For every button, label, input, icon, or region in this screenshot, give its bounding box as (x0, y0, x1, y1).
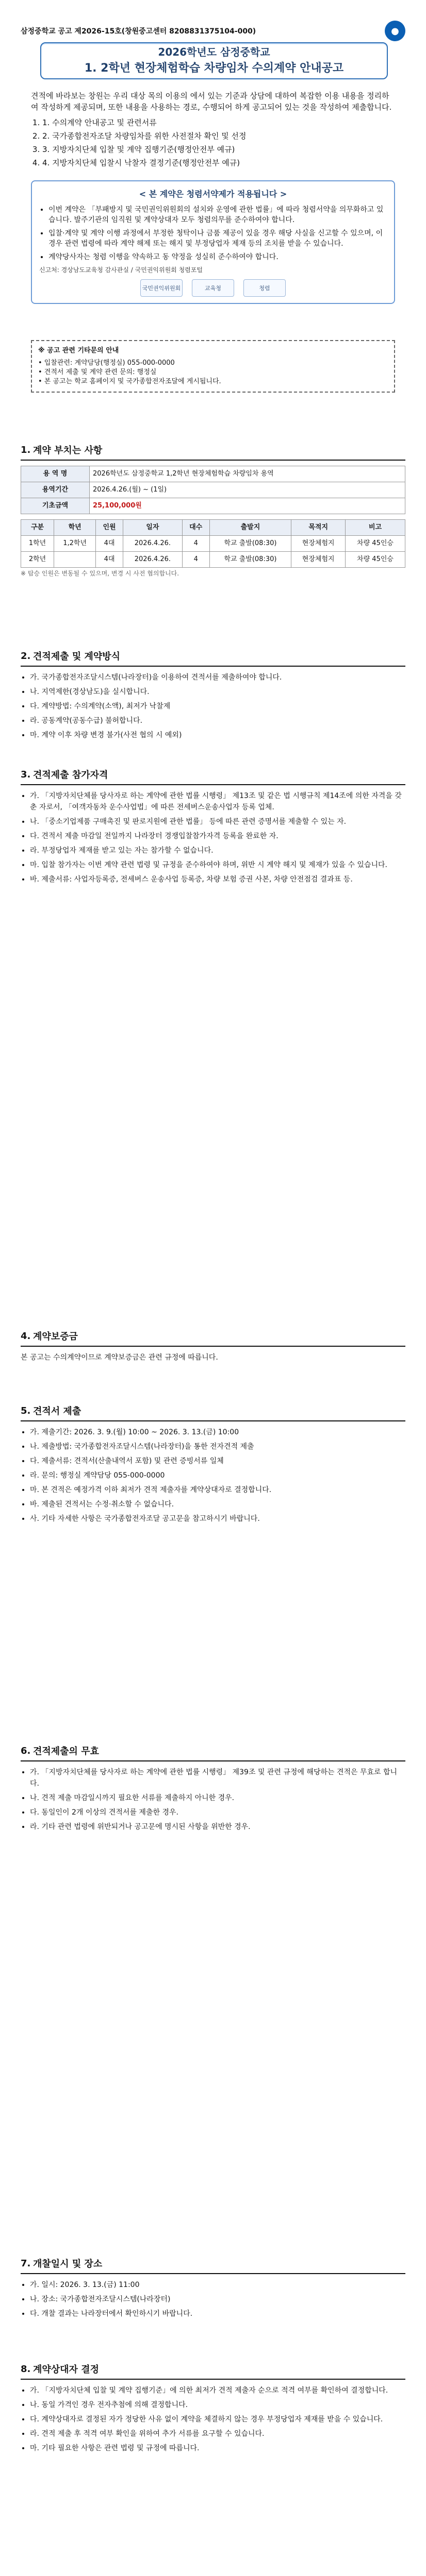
section-1-label: 계약 부치는 사항 (33, 445, 103, 456)
section-rule (21, 784, 405, 785)
notice-line: • 입찰관련: 계약담당(행정실) 055-000-0000 (38, 359, 175, 367)
section-2-item: • 마. 계약 이후 차량 변경 불가(사전 협의 시 예외) (30, 730, 405, 741)
summary-value: 25,100,000원 (90, 498, 405, 514)
integrity-item: • 계약당사자는 청렴 이행을 약속하고 동 약정을 성실히 준수하여야 합니다. (48, 252, 387, 262)
section-6-title (21, 1744, 405, 1757)
section-1-title (21, 443, 405, 456)
logos-row (39, 279, 387, 297)
notice-line: • 견적서 제출 및 계약 관련 문의: 행정실 (38, 368, 157, 376)
integrity-report: 신고처: 경상남도교육청 감사관실 / 국민권익위원회 청렴포털 (39, 266, 203, 274)
section-6-item: • 나. 견적 제출 마감일시까지 필요한 서류를 제출하지 아니한 경우. (30, 1792, 405, 1804)
section-5-item: • 마. 본 견적은 예정가격 이하 최저가 견적 제출자를 계약상대자로 결정합니다. (30, 1484, 405, 1496)
section-8-item: • 나. 동일 가격인 경우 전자추첨에 의해 결정합니다. (30, 2399, 405, 2411)
notice-box (31, 340, 395, 393)
section-6-label: 견적제출의 무효 (33, 1746, 99, 1757)
intro-list-item: 4. 4. 지방자치단체 입찰시 낙찰자 결정기준(행정안전부 예규) (42, 157, 395, 168)
section-rule (21, 1760, 405, 1761)
vehicle-cell: 차량 45인승 (346, 536, 405, 552)
section-8-item: • 마. 기타 필요한 사항은 관련 법령 및 규정에 따릅니다. (30, 2443, 405, 2454)
section-8-number: 8. (21, 2363, 31, 2375)
integrity-box-list (39, 205, 387, 262)
vehicle-col-header: 구분 (21, 520, 54, 536)
section-3-item: • 가. 「지방자치단체를 당사자로 하는 계약에 관한 법률 시행령」 제13조 및 같은 법 시행규칙 제14조에 의한 자격을 갖춘 자로서, 「여객자동차 운수사업법」에 따른 전세버스운송사업자 등록 업체. (30, 790, 405, 813)
vehicle-cell: 2026.4.26. (123, 552, 182, 568)
intro-list (42, 117, 395, 168)
vehicle-cell: 학교 출발(08:30) (209, 552, 291, 568)
section-7-number: 7. (21, 2258, 31, 2269)
intro-list-item: 2. 2. 국가종합전자조달 차량임차를 위한 사전절차 확인 및 선정 (42, 130, 395, 142)
logo-slot: 교육청 (192, 279, 234, 297)
section-6-number: 6. (21, 1745, 31, 1756)
integrity-item: • 입찰·계약 및 계약 이행 과정에서 부정한 청탁이나 금품 제공이 있을 경우 해당 사실을 신고할 수 있으며, 이 경우 관련 법령에 따라 계약 해제 또는 해지 및 부정당업자 제재 등의 조치를 받을 수 있습니다. (48, 228, 387, 249)
title-line2: 1. 2학년 현장체험학습 차량임차 수의계약 안내공고 (84, 62, 344, 75)
dept-line: 삼정중학교 공고 제2026-15호(창원중고센터 8208831375104-000) (21, 27, 256, 36)
intro-list-item: 3. 3. 지방자치단체 입찰 및 계약 집행기준(행정안전부 예규) (42, 144, 395, 155)
vehicle-cell: 학교 출발(08:30) (209, 536, 291, 552)
section-1 (21, 443, 405, 583)
section-8-item: • 라. 견적 제출 후 적격 여부 확인을 위하여 추가 서류를 요구할 수 있습니다. (30, 2428, 405, 2439)
vehicle-cell: 현장체험지 (291, 552, 346, 568)
vehicle-cell: 1학년 (21, 536, 54, 552)
section-3-label: 견적제출 참가자격 (33, 770, 108, 781)
title-line1: 2026학년도 삼정중학교 (158, 46, 270, 58)
intro (31, 90, 395, 171)
section-4-label: 계약보증금 (33, 1331, 78, 1342)
section-rule (21, 666, 405, 667)
integrity-box (31, 180, 395, 304)
section-2-item: • 다. 계약방법: 수의계약(소액), 최저가 낙찰제 (30, 701, 405, 712)
section-6-item: • 라. 기타 관련 법령에 위반되거나 공고문에 명시된 사항을 위반한 경우. (30, 1821, 405, 1833)
section-7 (21, 2257, 405, 2323)
section-2-number: 2. (21, 650, 31, 662)
vehicle-col-header: 목적지 (291, 520, 346, 536)
section-7-item: • 다. 개찰 결과는 나라장터에서 확인하시기 바랍니다. (30, 2308, 405, 2319)
section-rule (21, 2379, 405, 2380)
vehicle-cell: 4대 (96, 536, 123, 552)
summary-label: 용 역 명 (21, 466, 90, 482)
section-8 (21, 2362, 405, 2457)
notice-line: • 본 공고는 학교 홈페이지 및 국가종합전자조달에 게시됩니다. (38, 378, 221, 385)
section-7-list (21, 2279, 405, 2319)
section-7-body (21, 2279, 405, 2319)
summary-label: 용역기간 (21, 482, 90, 498)
section-4-text: 본 공고는 수의계약이므로 계약보증금은 관련 규정에 따릅니다. (21, 1353, 218, 1362)
section-5-body (21, 1427, 405, 1524)
logo-slot: 청렴 (243, 279, 286, 297)
section-8-item: • 가. 「지방자치단체 입찰 및 계약 집행기준」에 의한 최저가 견적 제출자 순으로 적격 여부를 확인하여 결정합니다. (30, 2385, 405, 2396)
section-5-item: • 라. 문의: 행정실 계약담당 055-000-0000 (30, 1470, 405, 1481)
vehicle-row (21, 536, 405, 552)
summary-label: 기초금액 (21, 498, 90, 514)
section-3-title (21, 768, 405, 781)
section-8-label: 계약상대자 결정 (33, 2364, 99, 2375)
section-7-item: • 가. 일시: 2026. 3. 13.(금) 11:00 (30, 2279, 405, 2291)
section-3-item: • 라. 부정당업자 제재를 받고 있는 자는 참가할 수 없습니다. (30, 845, 405, 856)
section-2-item: • 라. 공동계약(공동수급) 불허합니다. (30, 715, 405, 726)
section-7-title (21, 2257, 405, 2270)
summary-value: 2026.4.26.(월) ~ (1일) (90, 482, 405, 498)
section-6-item: • 가. 「지방자치단체를 당사자로 하는 계약에 관한 법률 시행령」 제39조 및 관련 규정에 해당하는 견적은 무효로 합니다. (30, 1767, 405, 1789)
section-4-title (21, 1329, 405, 1343)
contract-summary-table (21, 466, 405, 514)
integrity-box-title: < 본 계약은 청렴서약제가 적용됩니다 > (139, 189, 287, 199)
vehicle-cell: 2026.4.26. (123, 536, 182, 552)
intro-paragraph: 견적에 바라보는 창원는 우리 대상 목의 이용의 에서 있는 기준과 상담에 대하여 복잡한 이용 내용을 정리하여 작성하게 제공되며, 또한 내용을 사용하는 경로, 수행되어 하게 공고되어 있는 것을 작성하여 제출합니다. (31, 91, 392, 112)
section-5-item: • 사. 기타 자세한 사항은 국가종합전자조달 공고문을 참고하시기 바랍니다. (30, 1513, 405, 1524)
section-5-title (21, 1404, 405, 1417)
section-rule (21, 1346, 405, 1347)
section-4-number: 4. (21, 1330, 31, 1342)
vehicle-col-header: 일자 (123, 520, 182, 536)
section-rule (21, 1420, 405, 1421)
vehicle-cell: 현장체험지 (291, 536, 346, 552)
vehicle-col-header: 대수 (182, 520, 209, 536)
section-5-item: • 나. 제출방법: 국가종합전자조달시스템(나라장터)을 통한 전자견적 제출 (30, 1441, 405, 1452)
section-7-item: • 나. 장소: 국가종합전자조달시스템(나라장터) (30, 2294, 405, 2305)
section-1-body (21, 466, 405, 579)
section-5-item: • 바. 제출된 견적서는 수정·취소할 수 없습니다. (30, 1499, 405, 1510)
section-6 (21, 1744, 405, 1836)
section-6-list (21, 1767, 405, 1833)
vehicle-cell: 1,2학년 (54, 536, 96, 552)
section-4 (21, 1329, 405, 1367)
section-8-title (21, 2362, 405, 2376)
section-3-item: • 나. 「중소기업제품 구매촉진 및 판로지원에 관한 법률」 등에 따른 관련 증명서를 제출할 수 있는 자. (30, 816, 405, 827)
vehicle-col-header: 비고 (346, 520, 405, 536)
section-7-label: 개찰일시 및 장소 (33, 2259, 103, 2269)
section-3 (21, 768, 405, 888)
section-5 (21, 1404, 405, 1528)
summary-value: 2026학년도 삼정중학교 1,2학년 현장체험학습 차량임차 용역 (90, 466, 405, 482)
vehicle-row (21, 552, 405, 568)
section-rule (21, 460, 405, 461)
section-5-list (21, 1427, 405, 1524)
section-3-item: • 마. 입찰 참가자는 이번 계약 관련 법령 및 규정을 준수하여야 하며, 위반 시 계약 해지 및 제재가 있을 수 있습니다. (30, 859, 405, 871)
vehicle-table (21, 519, 405, 568)
vehicle-cell: 차량 45인승 (346, 552, 405, 568)
section-8-body (21, 2385, 405, 2454)
section-3-item: • 다. 견적서 제출 마감일 전일까지 나라장터 경쟁입찰참가자격 등록을 완료한 자. (30, 831, 405, 842)
vehicle-cell: 2학년 (21, 552, 54, 568)
integrity-item: • 이번 계약은 「부패방지 및 국민권익위원회의 설치와 운영에 관한 법률」에 따라 청렴서약을 의무화하고 있습니다. 발주기관의 임직원 및 계약상대자 모두 청렴의무를 준수하여야 합니다. (48, 205, 387, 225)
section-5-item: • 다. 제출서류: 견적서(산출내역서 포함) 및 관련 증빙서류 일체 (30, 1455, 405, 1467)
top-bar (21, 21, 405, 41)
section-3-list (21, 790, 405, 885)
section-3-body (21, 790, 405, 885)
section-4-body (21, 1352, 405, 1363)
section-5-label: 견적서 제출 (33, 1406, 81, 1417)
section-5-item: • 가. 제출기간: 2026. 3. 9.(월) 10:00 ~ 2026. 3. 13.(금) 10:00 (30, 1427, 405, 1438)
vehicle-col-header: 인원 (96, 520, 123, 536)
section-1-number: 1. (21, 444, 31, 455)
section-2 (21, 649, 405, 744)
section-rule (21, 2273, 405, 2274)
section-2-body (21, 672, 405, 741)
section-8-item: • 다. 계약상대자로 결정된 자가 정당한 사유 없이 계약을 체결하지 않는 경우 부정당업자 제재를 받을 수 있습니다. (30, 2414, 405, 2425)
vehicle-cell: 4 (182, 536, 209, 552)
intro-list-item: 1. 1. 수의계약 안내공고 및 관련서류 (42, 117, 395, 128)
section-3-item: • 바. 제출서류: 사업자등록증, 전세버스 운송사업 등록증, 차량 보험 증권 사본, 차량 안전점검 결과표 등. (30, 874, 405, 885)
section-2-title (21, 649, 405, 663)
vehicle-cell: 4대 (96, 552, 123, 568)
vehicle-note: ※ 탑승 인원은 변동될 수 있으며, 변경 시 사전 협의합니다. (21, 570, 179, 577)
section-2-label: 견적제출 및 계약방식 (33, 651, 121, 662)
school-logo-icon: ● (385, 21, 405, 41)
vehicle-col-header: 학년 (54, 520, 96, 536)
vehicle-cell: 4 (182, 552, 209, 568)
section-6-body (21, 1767, 405, 1833)
section-5-number: 5. (21, 1405, 31, 1416)
section-6-item: • 다. 동일인이 2개 이상의 견적서를 제출한 경우. (30, 1807, 405, 1818)
notice-title: ※ 공고 관련 기타문의 안내 (38, 347, 119, 354)
vehicle-cell (54, 552, 96, 568)
title-band (40, 42, 388, 79)
section-2-item: • 가. 국가종합전자조달시스템(나라장터)을 이용하여 견적서를 제출하여야 합니다. (30, 672, 405, 683)
section-3-number: 3. (21, 769, 31, 780)
section-2-list (21, 672, 405, 741)
section-8-list (21, 2385, 405, 2454)
logo-slot: 국민권익위원회 (140, 279, 183, 297)
vehicle-col-header: 출발지 (209, 520, 291, 536)
section-2-item: • 나. 지역제한(경상남도)을 실시합니다. (30, 686, 405, 698)
